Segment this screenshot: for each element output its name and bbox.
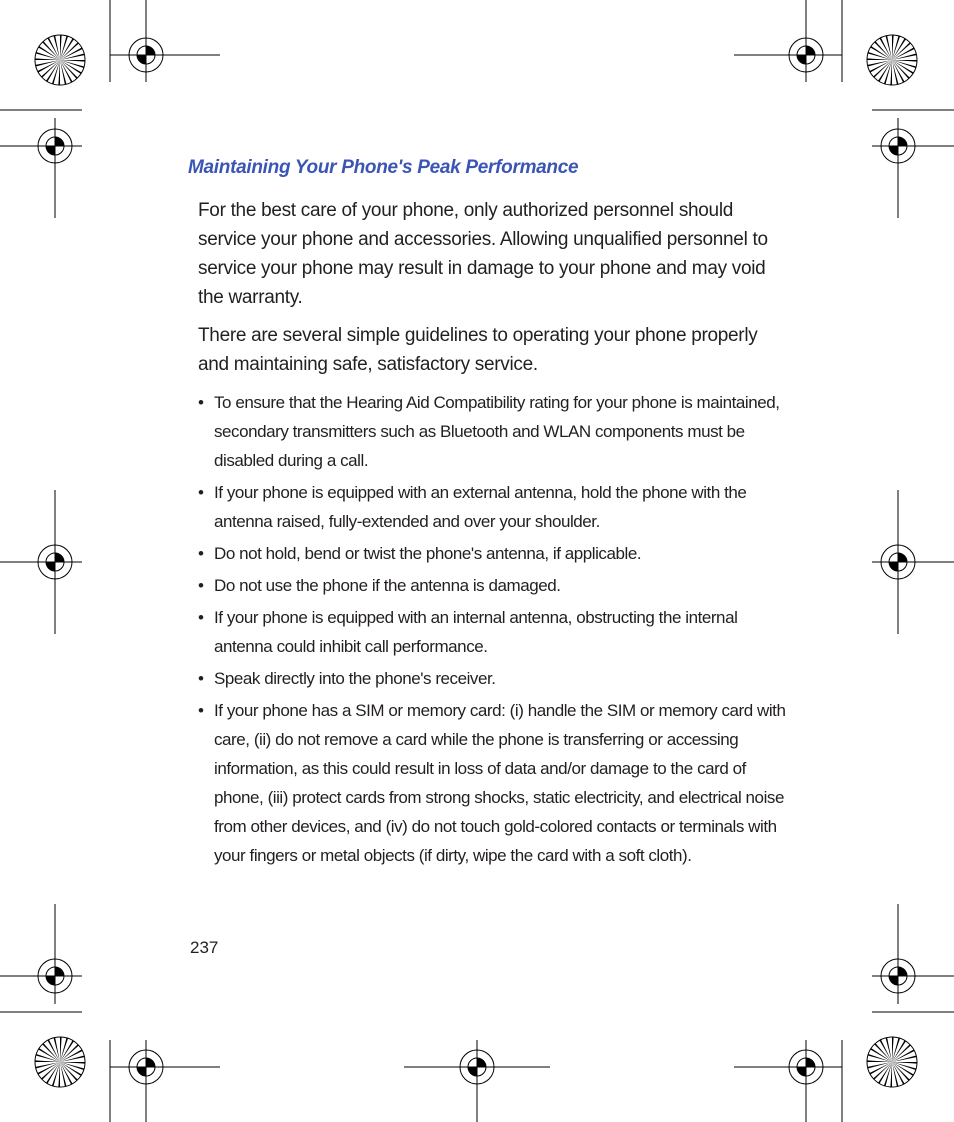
bullet-icon: • (198, 576, 204, 595)
section-heading: Maintaining Your Phone's Peak Performance (188, 157, 579, 178)
list-item (198, 664, 788, 693)
bullet-icon: • (198, 701, 204, 720)
color-bar-starburst-icon (867, 1037, 917, 1087)
list-item (198, 571, 788, 600)
color-bar-starburst-icon (35, 35, 85, 85)
bullet-icon: • (198, 669, 204, 688)
list-item (198, 388, 788, 475)
color-bar-starburst-icon (35, 1037, 85, 1087)
color-bar-starburst-icon (867, 35, 917, 85)
bullet-icon: • (198, 483, 204, 502)
list-item-text: To ensure that the Hearing Aid Compatibility rating for your phone is maintained, secondary transmitters such as Bluetooth and WLAN components must be disabled during a call. (214, 393, 780, 470)
list-item (198, 696, 788, 870)
list-item-text: If your phone is equipped with an external antenna, hold the phone with the antenna raised, fully-extended and over your shoulder. (214, 483, 747, 531)
guidelines-list (198, 388, 788, 870)
intro-paragraph: For the best care of your phone, only authorized personnel should service your phone and accessories. Allowing unqualified personnel to service your phone may result in damage to your phone and may void the warranty. (198, 200, 768, 308)
bullet-icon: • (198, 608, 204, 627)
list-item-text: Do not use the phone if the antenna is damaged. (214, 576, 561, 595)
guidelines-paragraph: There are several simple guidelines to operating your phone properly and maintaining safe, satisfactory service. (198, 325, 758, 375)
list-item-text: Speak directly into the phone's receiver. (214, 669, 496, 688)
list-item (198, 603, 788, 661)
list-item-text: Do not hold, bend or twist the phone's antenna, if applicable. (214, 544, 642, 563)
page-number: 237 (190, 938, 219, 957)
list-item (198, 478, 788, 536)
list-item (198, 539, 788, 568)
list-item-text: If your phone is equipped with an internal antenna, obstructing the internal antenna could inhibit call performance. (214, 608, 738, 656)
list-item-text: If your phone has a SIM or memory card: (i) handle the SIM or memory card with care, (ii) do not remove a card while the phone is transferring or accessing information, as this could result in loss of data and/or damage to the card of phone, (iii) protect cards from strong shocks, static electricity, and electrical noise from other devices, and (iv) do not touch gold-colored contacts or terminals with your fingers or metal objects (if dirty, wipe the card with a soft cloth). (214, 701, 786, 865)
page-body (198, 196, 788, 873)
bullet-icon: • (198, 544, 204, 563)
bullet-icon: • (198, 393, 204, 412)
